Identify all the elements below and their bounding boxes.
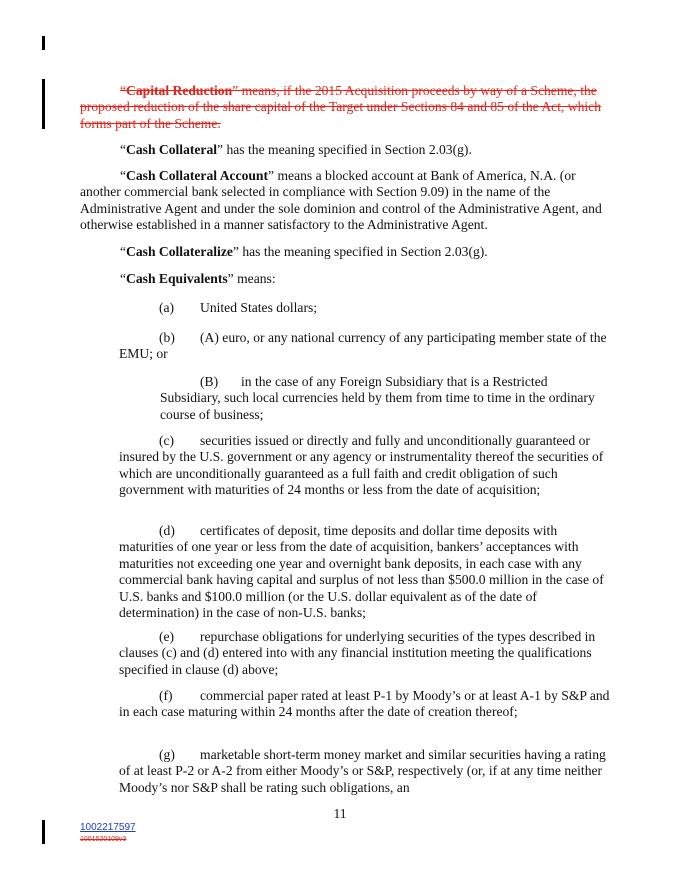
definition-cash-equivalents	[80, 271, 610, 287]
term-capital-reduction: Capital Reduction	[126, 83, 233, 98]
open-quote: “	[120, 271, 127, 286]
clause-text: securities issued or directly and fully and unconditionally guaranteed or insured by the U.S. government or any agency or instrumentality thereof the securities of which are unconditionally guaranteed as a full faith and credit obligation of such government with maturities of 24 months or less from the date of acquisition;	[119, 433, 604, 498]
clause-text: United States dollars;	[200, 300, 318, 315]
definition-capital-reduction	[80, 83, 610, 132]
term-cash-equivalents: Cash Equivalents	[126, 271, 228, 286]
term-cash-collateral-account: Cash Collateral Account	[126, 168, 269, 183]
clause-text: certificates of deposit, time deposits and dollar time deposits with maturities of one year or less from the date of acquisition, bankers’ acceptances with maturities not exceeding one year and overnight bank deposits, in each case with any commercial bank having capital and surplus of not less than $500.0 million in the case of U.S. banks and $100.0 million (or the U.S. dollar equivalent as of the date of determination) in the case of non-U.S. banks;	[119, 523, 604, 621]
term-cash-collateral: Cash Collateral	[126, 142, 218, 157]
clause-a	[119, 300, 610, 316]
document-id: 1002217597	[80, 822, 136, 833]
clause-g	[119, 747, 610, 796]
clause-text: in the case of any Foreign Subsidiary that is a Restricted Subsidiary, such local currencies held by them from time to time in the ordinary course of business;	[160, 374, 595, 422]
definition-text: ” means a blocked account at Bank of America, N.A. (or another commercial bank selected in compliance with Section 9.09) in the name of the Administrative Agent and under the sole dominion and control of the Administrative Agent, and otherwise established in a manner satisfactory to the Administrative Agent.	[80, 168, 602, 233]
open-quote: “	[120, 168, 127, 183]
clause-label: (f)	[159, 688, 173, 703]
clause-text: repurchase obligations for underlying securities of the types described in clauses (c) and (d) entered into with any financial institution meeting the qualifications specified in clause (d) above;	[119, 629, 596, 677]
clause-text: euro, or any national currency of any participating member state of the EMU; or	[119, 330, 607, 362]
definition-cash-collateral	[80, 142, 610, 158]
clause-label: (b)	[159, 330, 175, 345]
definition-cash-collateral-account	[80, 168, 610, 234]
clause-b-sub-b	[160, 374, 610, 423]
clause-label: (a)	[159, 300, 175, 315]
clause-f	[119, 688, 610, 721]
clause-label: (g)	[159, 747, 175, 762]
clause-label: (B)	[200, 374, 219, 389]
document-id-deleted: 1001520109v3	[80, 836, 127, 843]
change-bar-top	[42, 36, 45, 50]
clause-e	[119, 629, 610, 678]
change-bar-footer	[42, 820, 45, 844]
clause-label: (c)	[159, 433, 175, 448]
definition-text: ” means, if the 2015 Acquisition proceeds by way of a Scheme, the proposed reduction of the share capital of the Target under Sections 84 and 85 of the Act, which forms part of the Scheme.	[80, 83, 602, 131]
clause-text: marketable short-term money market and similar securities having a rating of at least P-2 or A-2 from either Moody’s or S&P, respectively (or, if at any time neither Moody’s nor S&P shall be rating such obligations, an	[119, 747, 606, 795]
open-quote: “	[120, 244, 127, 259]
definition-text: ” has the meaning specified in Section 2.03(g).	[232, 244, 488, 259]
page-number: 11	[333, 806, 347, 821]
definition-cash-collateralize	[80, 244, 610, 260]
clause-text: commercial paper rated at least P-1 by Moody’s or at least A-1 by S&P and in each case maturing within 24 months after the date of creation thereof;	[119, 688, 610, 720]
definition-text: ” has the meaning specified in Section 2.03(g).	[217, 142, 472, 157]
clause-b	[119, 330, 610, 363]
clause-sublabel: (A)	[200, 330, 219, 345]
open-quote: “	[120, 83, 127, 98]
open-quote: “	[120, 142, 127, 157]
clause-label: (e)	[159, 629, 175, 644]
change-bar-capital-reduction	[42, 79, 45, 129]
term-cash-collateralize: Cash Collateralize	[126, 244, 233, 259]
definition-text: ” means:	[227, 271, 276, 286]
clause-c	[119, 433, 610, 499]
clause-d	[119, 523, 610, 621]
clause-label: (d)	[159, 523, 175, 538]
